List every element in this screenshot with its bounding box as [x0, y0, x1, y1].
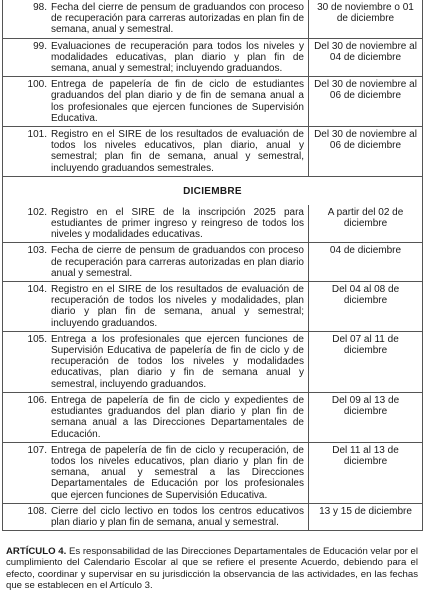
activity-date: Del 07 al 11 de diciembre: [332, 333, 399, 357]
activity-date: A partir del 02 de diciembre: [327, 206, 404, 230]
activity-description: Registro en el SIRE de los resultados de evaluación de todos los niveles educativos, plan diario, anual y semestral; plan fin de semana, anual y semestral, incluyendo graduandos semestrales.: [51, 129, 304, 174]
table-row: [3, 331, 422, 392]
activity-number: 104.: [27, 284, 47, 296]
activity-number: 99.: [33, 40, 47, 52]
activity-cell: [3, 504, 309, 530]
activity-number: 100.: [27, 79, 47, 91]
activity-number: 108.: [27, 505, 47, 517]
activity-cell: [3, 77, 309, 126]
table-row: [3, 126, 422, 176]
calendar-table: [2, 0, 423, 531]
activity-description: Entrega de papelería de fin de ciclo y recuperación, de todos los niveles educativos, plan diario y plan fin de semana, anual y semestral a las Direcciones Departamentales de Educación por los profesionales que ejercen funciones de Supervisión Educativa.: [51, 444, 304, 501]
activity-cell: [3, 243, 309, 281]
activity-date: 13 y 15 de diciembre: [319, 505, 412, 517]
activity-date: Del 30 de noviembre al 06 de diciembre: [314, 129, 417, 152]
activity-description: Cierre del ciclo lectivo en todos los centros educativos plan diario y plan fin de semana, anual y semestral.: [51, 505, 304, 528]
activity-cell: [3, 0, 309, 38]
table-row: [3, 281, 422, 331]
activity-date: Del 09 al 13 de diciembre: [331, 394, 400, 418]
activity-description: Fecha de cierre de pensum de graduandos con proceso de recuperación para carreras autorizadas en plan diario anual y semestral.: [51, 245, 304, 279]
article-paragraph: [6, 546, 418, 592]
activity-number: 107.: [27, 444, 47, 456]
activity-description: Entrega de papelería de fin de ciclo y expedientes de estudiantes graduandos del plan diario y plan fin de semana anual a las Direcciones Departamentales de Educación.: [51, 394, 304, 440]
activity-description: Registro en el SIRE de los resultados de evaluación de recuperación de todos los niveles y modalidades, plan diario y plan fin de semana, anual y semestral; incluyendo graduandos.: [51, 284, 304, 329]
activity-cell: [3, 332, 309, 392]
table-row: [3, 503, 422, 530]
activity-date: Del 04 al 08 de diciembre: [331, 284, 400, 307]
activity-date: Del 30 de noviembre al 04 de diciembre: [314, 40, 417, 63]
table-row: [3, 205, 422, 243]
table-row: [3, 0, 422, 38]
activity-number: 103.: [27, 245, 47, 257]
activity-date: 30 de noviembre o 01 de diciembre: [317, 2, 414, 25]
activity-number: 105.: [27, 333, 47, 345]
activity-number: 98.: [33, 2, 47, 13]
activity-cell: [3, 282, 309, 331]
activity-number: 102.: [27, 206, 47, 218]
table-row: [3, 242, 422, 281]
activity-number: 101.: [27, 129, 47, 141]
activity-description: Fecha del cierre de pensum de graduandos con proceso de recuperación para carreras autorizadas en plan fin de semana, anual y semestral.: [51, 2, 304, 36]
activity-description: Registro en el SIRE de la inscripción 2025 para estudiantes de primer ingreso y reingreso de todos los niveles y modalidades educativas.: [51, 206, 304, 241]
table-row: [3, 38, 422, 77]
activity-cell: [3, 443, 309, 503]
article-label: ARTÍCULO 4.: [6, 546, 67, 557]
activity-date: Del 30 de noviembre al 06 de diciembre: [314, 79, 417, 102]
november-rows: [3, 0, 422, 176]
activity-cell: [3, 393, 309, 442]
table-row: [3, 76, 422, 126]
activity-cell: [3, 127, 309, 176]
table-row: [3, 442, 422, 503]
table-row: [3, 392, 422, 442]
activity-description: Entrega de papelería de fin de ciclo de estudiantes graduandos del plan diario y de fin de semana anual a los profesionales que ejercen funciones de Supervisión Educativa.: [51, 79, 304, 124]
activity-cell: [3, 205, 309, 243]
activity-number: 106.: [27, 394, 47, 406]
activity-date: Del 11 al 13 de diciembre: [332, 444, 399, 467]
activity-date: 04 de diciembre: [329, 245, 402, 257]
activity-cell: [3, 39, 309, 77]
december-rows: [3, 205, 422, 530]
activity-description: Evaluaciones de recuperación para todos los niveles y modalidades educativas, plan diario y plan fin de semana, anual y semestral; incluyendo graduandos.: [51, 40, 304, 75]
section-heading: DICIEMBRE: [3, 176, 422, 205]
article-text: Es responsabilidad de las Direcciones Departamentales de Educación velar por el cumplimiento del Calendario Escolar al que se refiere el presente Acuerdo, debiendo para el efecto, coordinar y supervisar en su jurisdicción la observancia de las actividades, en las fechas que se establecen en el Artículo 3.: [6, 546, 418, 592]
activity-description: Entrega a los profesionales que ejercen funciones de Supervisión Educativa de papelería de fin de ciclo y de recuperación de todos los niveles y modalidades educativas, plan diario y fin de semana anual y semestral, incluyendo graduandos.: [51, 333, 304, 390]
